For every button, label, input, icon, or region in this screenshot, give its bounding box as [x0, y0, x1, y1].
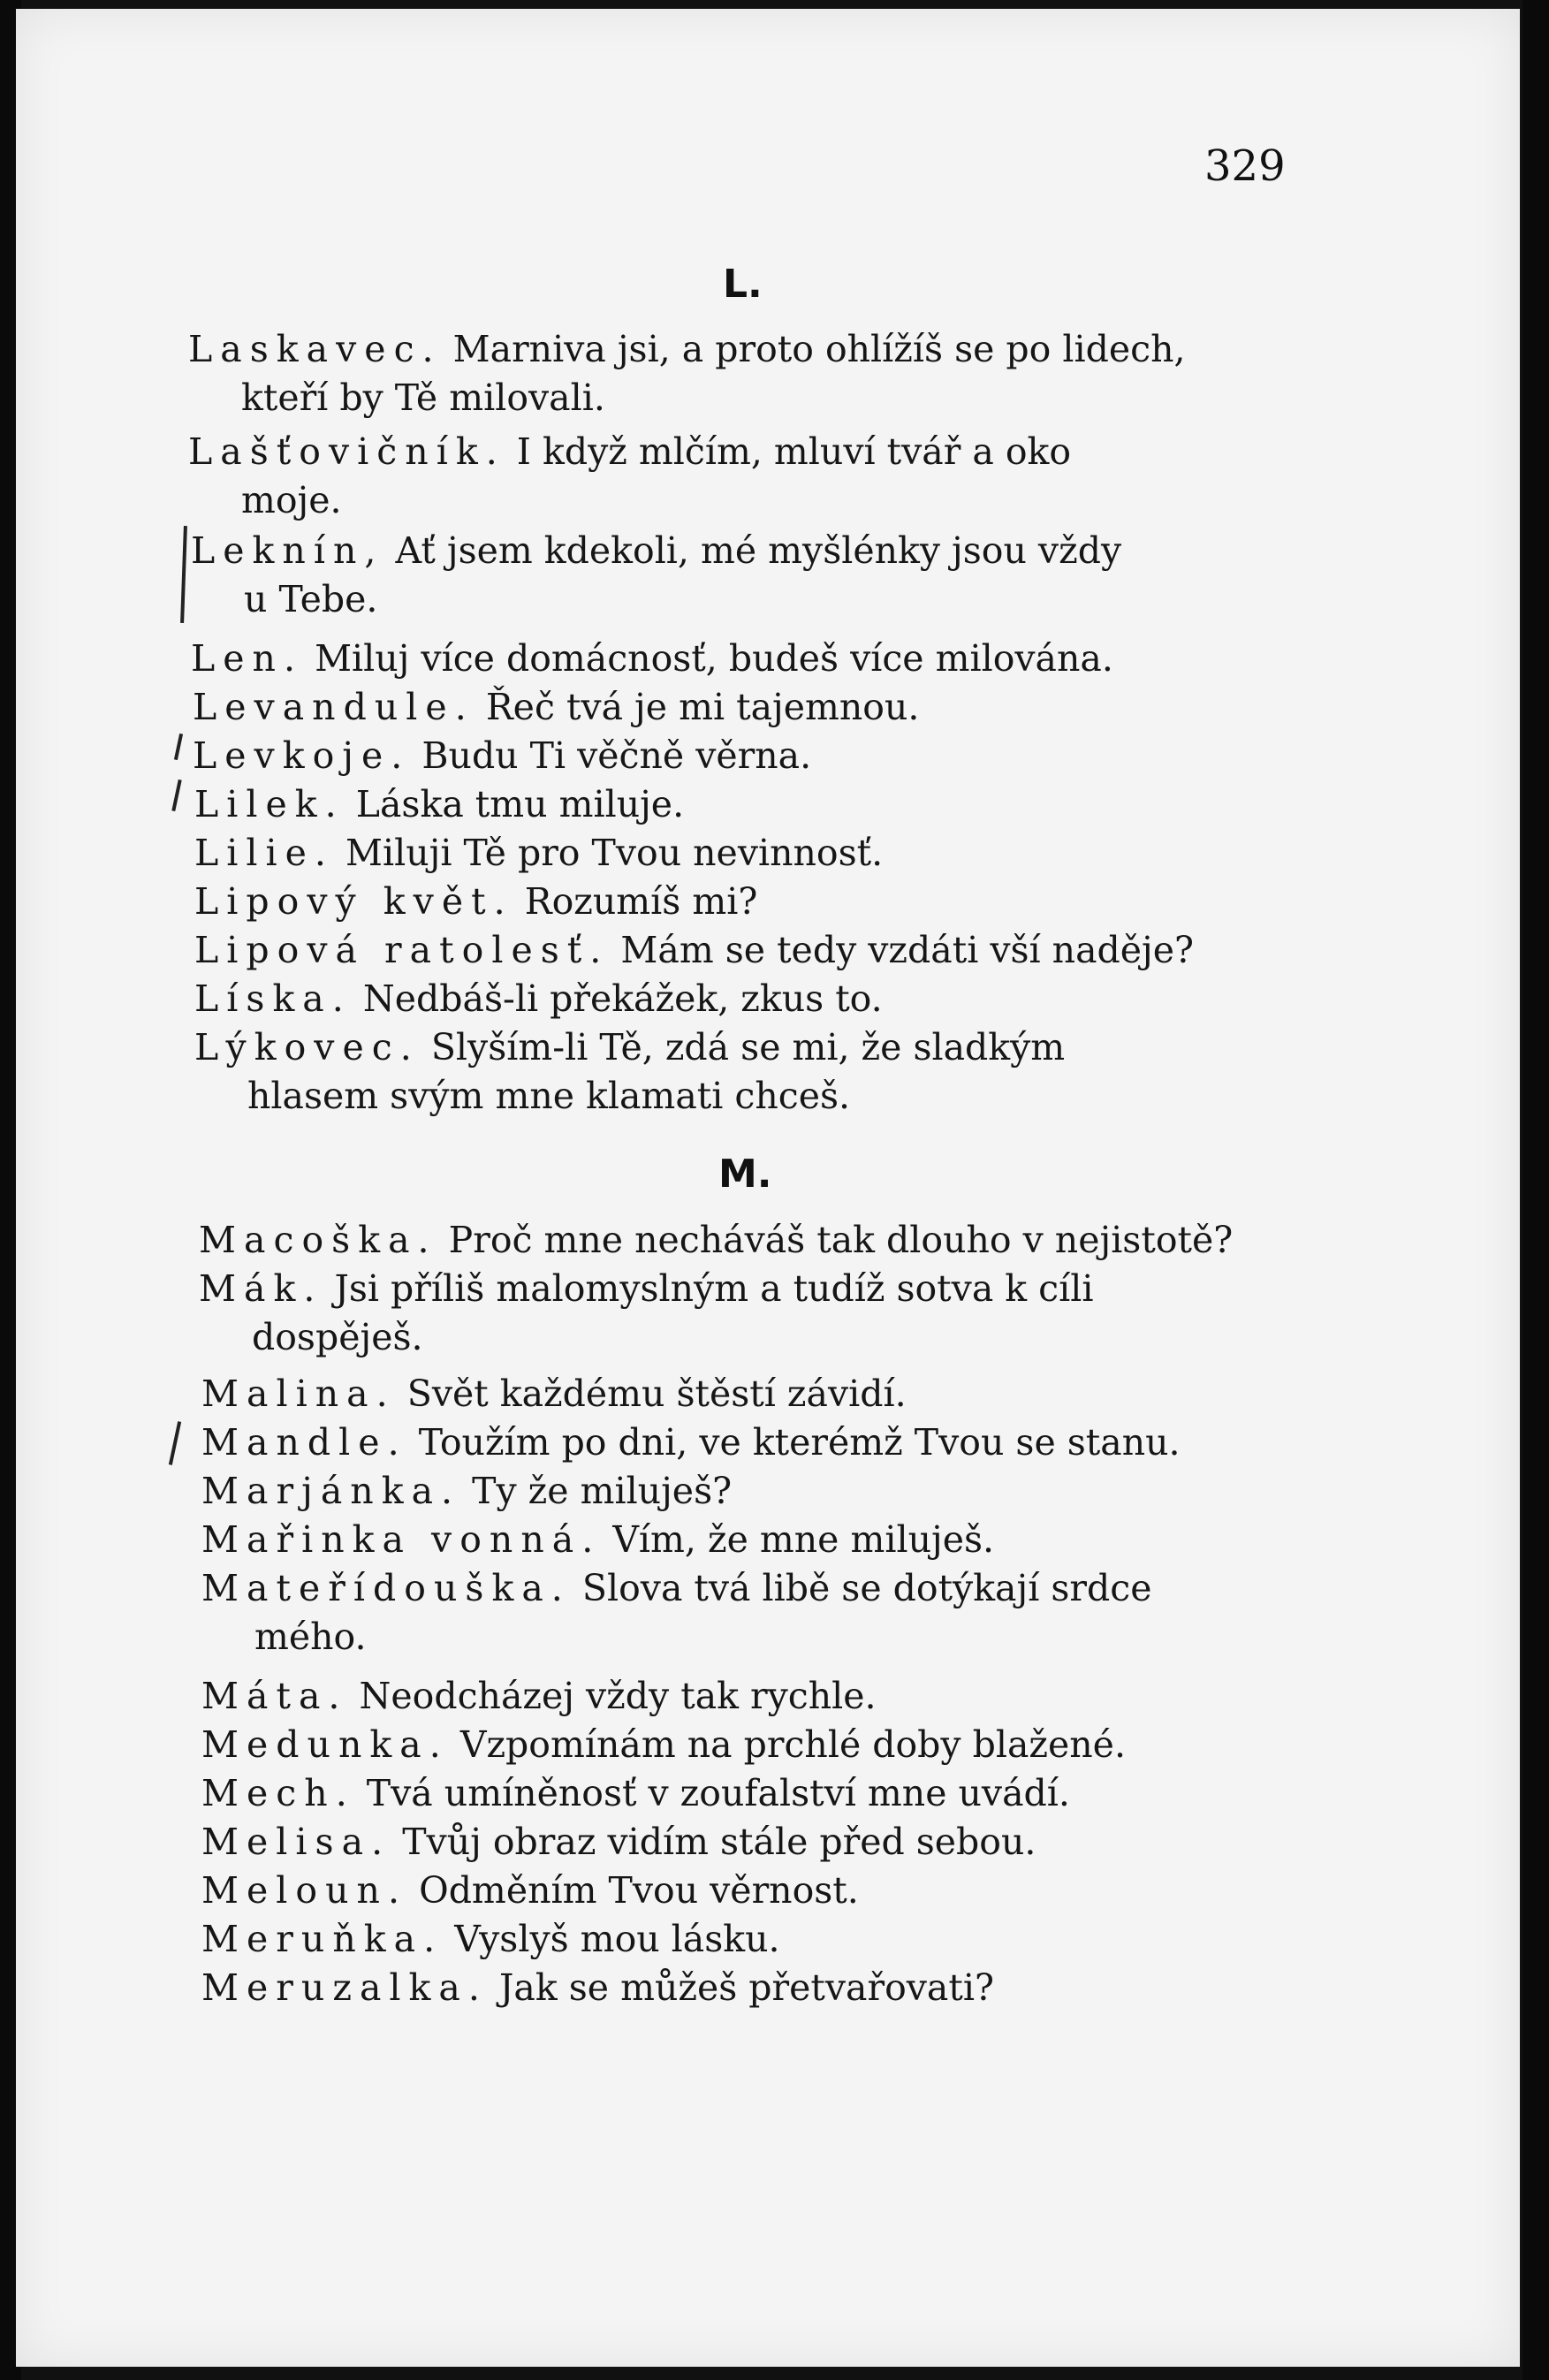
entry-text: Tvůj obraz vidím stále před sebou. [402, 1821, 1036, 1863]
entry-text: Láska tmu miluje. [355, 783, 685, 825]
pencil-mark [169, 1421, 181, 1465]
entry-text: Řeč tvá je mi tajemnou. [485, 686, 920, 728]
entry-marjanka [201, 1467, 732, 1516]
entry-headword: Lilie. [194, 832, 334, 874]
entry-headword: Mandle. [201, 1421, 407, 1464]
entry-macoska [199, 1216, 1233, 1265]
entry-continuation: mého. [254, 1616, 367, 1658]
entry-mata [201, 1672, 877, 1721]
entry-headword: Meloun. [201, 1869, 408, 1912]
entry-text: Miluj více domácnosť, budeš více milována. [315, 637, 1113, 680]
entry-headword: Meruzalka. [201, 1966, 488, 2009]
entry-lipovy-kvet [194, 878, 757, 926]
entry-text: Marniva jsi, a proto ohlížíš se po lidech, [452, 328, 1186, 370]
entry-headword: Levkoje. [193, 734, 411, 777]
entry-text: Ať jsem kdekoli, mé myšlénky jsou vždy [395, 529, 1122, 572]
section-heading-m: M. [718, 1152, 772, 1197]
entry-headword: Mařinka vonná. [201, 1518, 602, 1561]
entry-text: Jsi příliš malomyslným a tudíž sotva k cíli [334, 1267, 1094, 1310]
entry-continuation: kteří by Tě milovali. [241, 376, 605, 419]
pencil-mark [174, 734, 183, 760]
scan-edge-right [1522, 0, 1549, 2380]
entry-headword: Macoška. [199, 1219, 437, 1261]
entry-headword: Melisa. [201, 1821, 391, 1863]
entry-lipova-ratolest [194, 926, 1194, 975]
entry-text: Neodcházej vždy tak rychle. [359, 1675, 877, 1717]
entry-levandule [193, 683, 919, 732]
entry-headword: Mák. [199, 1267, 323, 1310]
entry-headword: Lilek. [194, 783, 345, 825]
entry-materidouska [201, 1564, 1151, 1661]
entry-continuation: hlasem svým mne klamati chceš. [247, 1075, 851, 1117]
entry-headword: Lašťovičník. [188, 430, 505, 473]
entry-lykovec [194, 1023, 1065, 1121]
entry-melisa [201, 1818, 1036, 1867]
book-page [16, 9, 1520, 2367]
entry-meloun [201, 1867, 859, 1915]
entry-mandle [201, 1418, 1181, 1467]
entry-text: Svět každému štěstí závidí. [406, 1372, 907, 1415]
entry-headword: Lýkovec. [194, 1026, 420, 1068]
entry-headword: Marjánka. [201, 1470, 461, 1512]
entry-headword: Laskavec. [188, 328, 442, 370]
entry-lilie [194, 829, 883, 878]
entry-headword: Mech. [201, 1772, 355, 1814]
page-number: 329 [1204, 141, 1286, 191]
entry-text: Budu Ti věčně věrna. [421, 734, 812, 777]
entry-levkoje [193, 732, 811, 780]
entry-mech [201, 1769, 1070, 1818]
entry-continuation: moje. [241, 479, 342, 521]
entry-laskavec [188, 325, 1186, 422]
entry-mak [199, 1265, 1093, 1362]
entry-headword: Líska. [194, 977, 352, 1020]
entry-malina [201, 1370, 907, 1418]
entry-continuation: dospěješ. [252, 1316, 423, 1358]
entry-text: Vím, že mne miluješ. [612, 1518, 995, 1561]
entry-continuation: u Tebe. [244, 578, 378, 620]
section-heading-l: L. [723, 262, 763, 307]
entry-headword: Mateřídouška. [201, 1567, 571, 1609]
entry-text: Toužím po dni, ve kterémž Tvou se stanu. [418, 1421, 1181, 1464]
entry-text: Vzpomínám na prchlé doby blažené. [459, 1723, 1126, 1766]
entry-headword: Máta. [201, 1675, 348, 1717]
entry-medunka [201, 1721, 1126, 1769]
entry-headword: Meruňka. [201, 1918, 444, 1960]
entry-meruzalka [201, 1964, 994, 2012]
entry-headword: Malina. [201, 1372, 396, 1415]
entry-headword: Levandule. [193, 686, 475, 728]
entry-merunka [201, 1915, 780, 1964]
pencil-mark [171, 779, 181, 811]
pencil-mark [180, 526, 187, 623]
entry-headword: Len. [191, 637, 304, 680]
entry-text: Mám se tedy vzdáti vší naděje? [620, 929, 1194, 971]
entry-text: Proč mne necháváš tak dlouho v nejistotě? [448, 1219, 1234, 1261]
entry-text: Tvá umíněnosť v zoufalství mne uvádí. [366, 1772, 1070, 1814]
entry-headword: Lipový květ. [194, 880, 513, 923]
entry-text: Vyslyš mou lásku. [454, 1918, 780, 1960]
entry-marinka-vonna [201, 1516, 994, 1564]
entry-text: Miluji Tě pro Tvou nevinnosť. [345, 832, 884, 874]
entry-text: Slova tvá libě se dotýkají srdce [581, 1567, 1152, 1609]
entry-headword: Medunka. [201, 1723, 449, 1766]
entry-text: Slyším-li Tě, zdá se mi, že sladkým [430, 1026, 1066, 1068]
entry-leknin [191, 527, 1121, 624]
entry-liska [194, 975, 883, 1023]
entry-headword: Leknín, [191, 529, 384, 572]
entry-lastovicnik [188, 428, 1071, 525]
entry-text: Rozumíš mi? [524, 880, 758, 923]
entry-text: Nedbáš-li překážek, zkus to. [362, 977, 883, 1020]
entry-text: I když mlčím, mluví tvář a oko [516, 430, 1072, 473]
entry-text: Ty že miluješ? [472, 1470, 733, 1512]
entry-text: Jak se můžeš přetvařovati? [498, 1966, 994, 2009]
entry-headword: Lipová ratolesť. [194, 929, 610, 971]
entry-lilek [194, 780, 684, 829]
entry-text: Odměním Tvou věrnost. [419, 1869, 859, 1912]
entry-len [191, 635, 1113, 683]
